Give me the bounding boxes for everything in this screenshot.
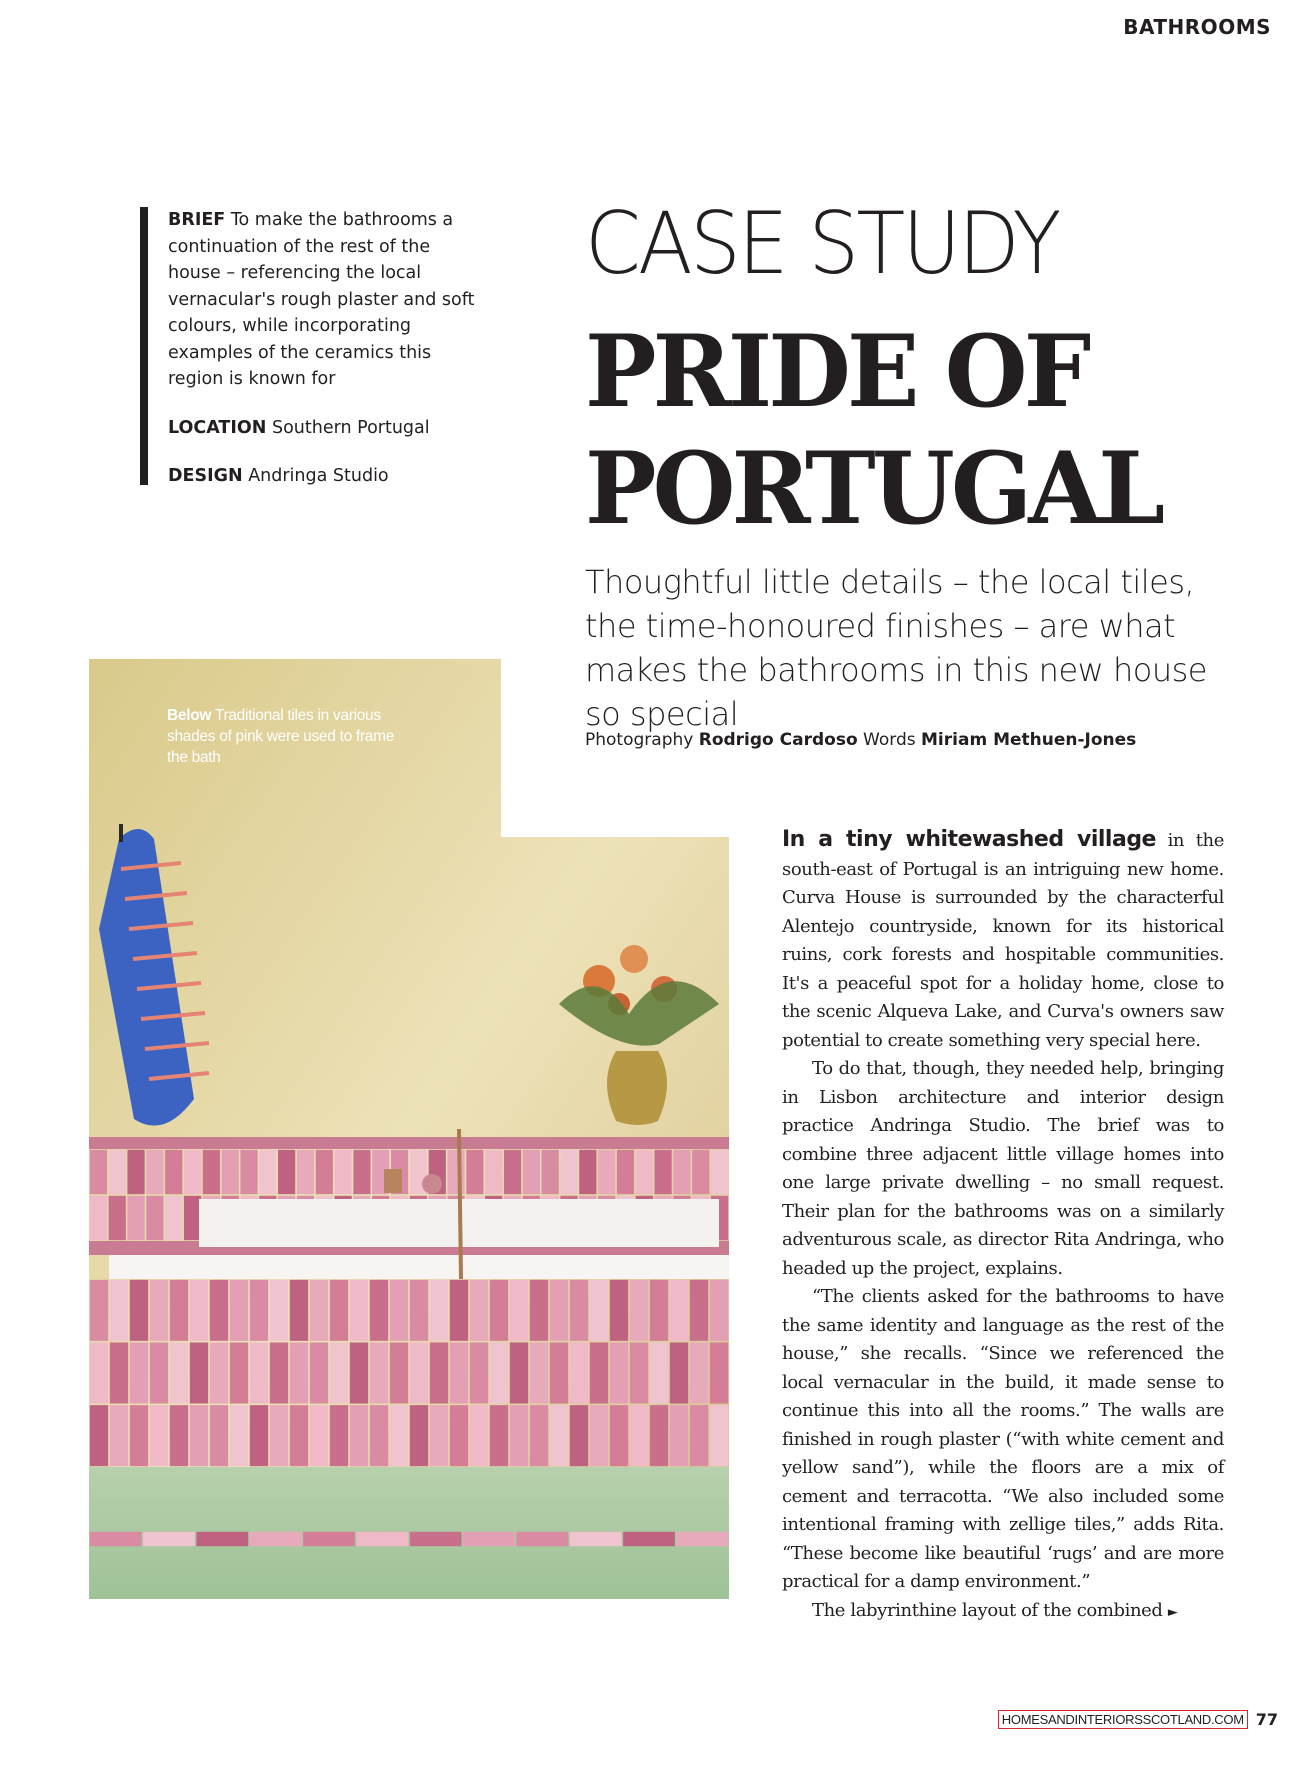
location-paragraph [168,415,478,442]
location-label: LOCATION [168,417,267,438]
article-paragraph-3: “The clients asked for the bathrooms to have the same identity and language as the rest of the house,” she recalls. “Since we referenced the local vernacular in the build, it made sense to continue this into all the rooms.” The walls are finished in rough plaster (“with white cement and yellow sand”), while the floors are a mix of cement and terracotta. “We also included some intentional framing with zellige tiles,” adds Rita. “These become like beautiful ‘rugs’ and are more practical for a damp environment.” [782,1286,1224,1592]
writer-name: Miriam Methuen-Jones [921,730,1137,750]
article-paragraph-4 [782,1597,1224,1628]
brief-text: To make the bathrooms a continuation of the rest of the house – referencing the local vernacular's rough plaster and soft colours, while incorporating examples of the ceramics this region is known for [168,210,475,389]
towel-hook [119,824,123,842]
photo-caption [167,705,397,768]
continue-arrow-icon: ► [1167,1604,1178,1620]
tap-knob [422,1174,442,1194]
caption-label: Below [167,707,212,724]
lead-in: In a tiny whitewashed village [782,827,1156,852]
article-body [782,826,1224,1627]
design-paragraph [168,463,478,490]
tile-shelf [89,1137,729,1149]
design-label: DESIGN [168,466,243,486]
section-label: BATHROOMS [1123,15,1271,39]
website-url[interactable]: HOMESANDINTERIORSSCOTLAND.COM [998,1710,1248,1729]
shower-pipe [459,1129,461,1279]
brief-label: BRIEF [168,210,226,230]
bathtub-front [109,1255,729,1279]
page-footer [998,1710,1278,1729]
location-text: Southern Portugal [271,417,430,438]
words-credit-label: Words [863,730,916,750]
tap-plate [384,1169,402,1193]
article-p4-text: The labyrinthine layout of the combined [812,1599,1163,1621]
photographer-name: Rodrigo Cardoso [698,730,858,750]
bathroom-photo [89,659,729,1599]
brief-rule [140,207,148,485]
flower-vase [607,1051,667,1125]
brief-box [140,207,475,486]
brief-paragraph [168,207,478,393]
design-text: Andringa Studio [248,466,389,486]
article-paragraph-1 [782,826,1224,1055]
headline-line-2: PORTUGAL [585,431,1162,547]
article-p1-text: in the south-east of Portugal is an intriguing new home. Curva House is surrounded by the characterful Alentejo countryside, known for its historical ruins, cork forests and hospitable communities. It's a peaceful spot for a holiday home, close to the scenic Alqueva Lake, and Curva's owners saw potential to create something very special here. [782,830,1224,1051]
photo-credit-label: Photography [585,730,694,750]
standfirst: Thoughtful little details – the local tiles, the time-honoured finishes – are what makes the bathrooms in this new house so special [585,563,1207,733]
title-kicker: CASE STUDY [585,194,1059,294]
page-number: 77 [1255,1710,1278,1729]
caption-text: Traditional tiles in various shades of pink were used to frame the bath [167,707,395,766]
article-paragraph-2: To do that, though, they needed help, bringing in Lisbon architecture and interior design practice Andringa Studio. The brief was to combine three adjacent little village homes into one large private dwelling – no small request. Their plan for the bathrooms was on a similarly adventurous scale, as director Rita Andringa, who headed up the project, explains. [782,1058,1224,1279]
headline [585,314,1161,548]
headline-line-1: PRIDE OF [585,314,1088,430]
